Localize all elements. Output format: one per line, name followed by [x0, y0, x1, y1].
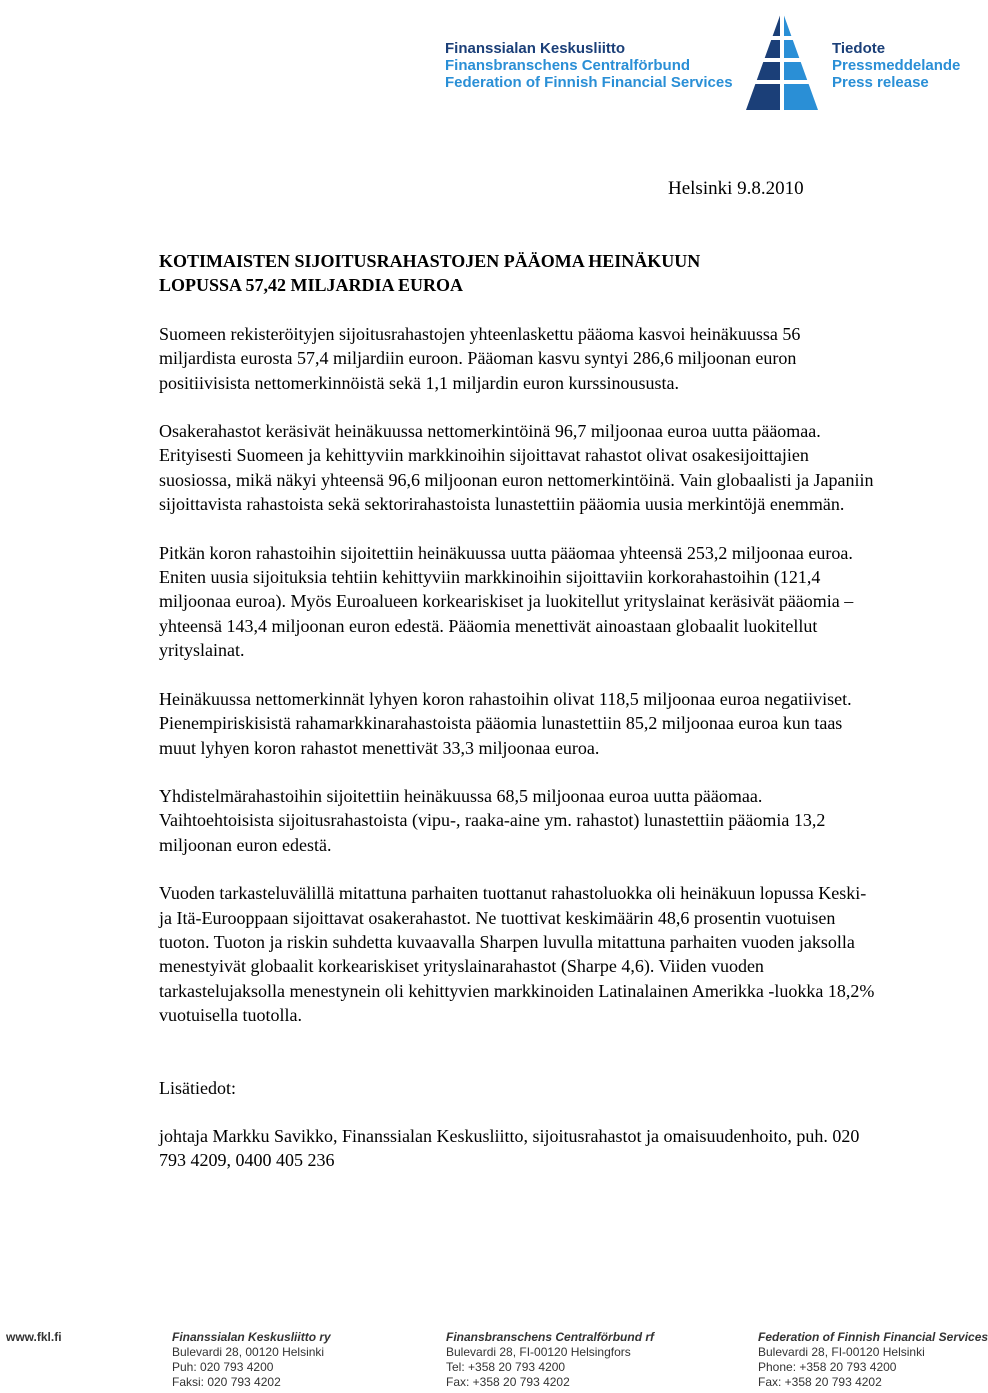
footer-address-english: [758, 1330, 988, 1390]
press-label-swedish: Pressmeddelande: [832, 57, 961, 74]
footer-address: Bulevardi 28, 00120 Helsinki: [172, 1345, 325, 1359]
more-info-label: Lisätiedot:: [159, 1077, 236, 1098]
footer-org-name: Finanssialan Keskusliitto ry: [172, 1330, 331, 1344]
paragraph-3: Pitkän koron rahastoihin sijoitettiin heinäkuussa uutta pääomaa yhteensä 253,2 miljoonaa euroa. Eniten uusia sijoituksia tehtiin kehittyviin markkinoihin sijoittaviin korkorahastoihin (121,4 miljoonaa euroa). Myös Euroalueen korkeariskiset ja luokitellut yrityslainat keräsivät pääomia – yhteensä 143,4 miljoonan euron edestä. Pääomia menettivät ainoastaan globaalit luokitellut yrityslainat.: [159, 542, 854, 661]
press-release-label: [832, 40, 960, 91]
document-date: Helsinki 9.8.2010: [668, 178, 804, 199]
footer: [0, 1328, 988, 1393]
contact-info: johtaja Markku Savikko, Finanssialan Keskusliitto, sijoitusrahastot ja omaisuudenhoito, puh. 020 793 4209, 0400 405 236: [159, 1125, 860, 1171]
fkl-logo-icon: [742, 6, 822, 114]
footer-address: Bulevardi 28, FI-00120 Helsinki: [758, 1345, 925, 1359]
footer-fax: Faksi: 020 793 4202: [172, 1375, 281, 1389]
footer-address: Bulevardi 28, FI-00120 Helsingfors: [446, 1345, 631, 1359]
footer-address-swedish: [446, 1330, 654, 1390]
website-link[interactable]: www.fkl.fi: [6, 1330, 62, 1344]
document-body: [159, 249, 879, 1197]
title-line-1: KOTIMAISTEN SIJOITUSRAHASTOJEN PÄÄOMA HEINÄKUUN: [159, 251, 701, 271]
paragraph-6: Vuoden tarkasteluvälillä mitattuna parhaiten tuottanut rahastoluokka oli heinäkuun lopussa Keski- ja Itä-Eurooppaan sijoittavat osakerahastot. Ne tuottivat keskimäärin 48,6 prosentin vuotuisen tuoton. Tuoton ja riskin suhdetta kuvaavalla Sharpen luvulla mitattuna parhaiten vuoden jaksolla menestyivät globaalit korkeariskiset yrityslainarahastot (Sharpe 4,6). Viiden vuoden tarkastelujaksolla menestynein oli kehittyvien markkinoiden Latinalainen Amerikka -luokka 18,2% vuotuisella tuotolla.: [159, 883, 875, 1026]
footer-address-finnish: [172, 1330, 331, 1390]
title-line-2: LOPUSSA 57,42 MILJARDIA EUROA: [159, 275, 464, 296]
press-label-english: Press release: [832, 74, 929, 91]
letterhead: [0, 0, 960, 120]
organization-names: [445, 40, 733, 91]
paragraph-4: Heinäkuussa nettomerkinnät lyhyen koron rahastoihin olivat 118,5 miljoonaa euroa negatiiviset. Pienempiriskisistä rahamarkkinarahastoista pääomia lunastettiin 85,2 miljoonaa euroa kun taas muut lyhyen koron rahastot menettivät 33,3 miljoonaa euroa.: [159, 688, 852, 758]
paragraph-5: Yhdistelmärahastoihin sijoitettiin heinäkuussa 68,5 miljoonaa euroa uutta pääomaa. Vaihtoehtoisista sijoitusrahastoista (vipu-, raaka-aine ym. rahastot) lunastettiin pääomia 13,2 miljoonan euron edestä.: [159, 785, 826, 855]
paragraph-2: Osakerahastot keräsivät heinäkuussa nettomerkintöinä 96,7 miljoonaa euroa uutta pääomaa. Erityisesti Suomeen ja kehittyviin markkinoihin sijoittavat rahastot olivat osakesijoittajien suosiossa, mikä näkyi yhteensä 96,6 miljoonan euron nettomerkintöinä. Vain globaalisti ja Japaniin sijoittavista rahastoista sekä sektorirahastoista lunastettiin pääomia uusia merkintöjä enemmän.: [159, 421, 874, 515]
press-label-finnish: Tiedote: [832, 40, 886, 57]
footer-org-name: Finansbranschens Centralförbund rf: [446, 1330, 655, 1344]
paragraph-1: Suomeen rekisteröityjen sijoitusrahastojen yhteenlaskettu pääoma kasvoi heinäkuussa 56 miljardista eurosta 57,4 miljardiin euroon. Pääoman kasvu syntyi 286,6 miljoonan euron positiivisista nettomerkinnöistä sekä 1,1 miljardin euron kurssinoususta.: [159, 323, 801, 393]
org-name-swedish: Finansbranschens Centralförbund: [445, 57, 691, 74]
org-name-english: Federation of Finnish Financial Services: [445, 74, 733, 91]
footer-org-name: Federation of Finnish Financial Services: [758, 1330, 988, 1344]
document-title: [159, 249, 879, 298]
org-name-finnish: Finanssialan Keskusliitto: [445, 40, 626, 57]
footer-phone: Puh: 020 793 4200: [172, 1360, 274, 1374]
footer-fax: Fax: +358 20 793 4202: [758, 1375, 882, 1389]
footer-phone: Phone: +358 20 793 4200: [758, 1360, 897, 1374]
footer-fax: Fax: +358 20 793 4202: [446, 1375, 570, 1389]
footer-phone: Tel: +358 20 793 4200: [446, 1360, 566, 1374]
